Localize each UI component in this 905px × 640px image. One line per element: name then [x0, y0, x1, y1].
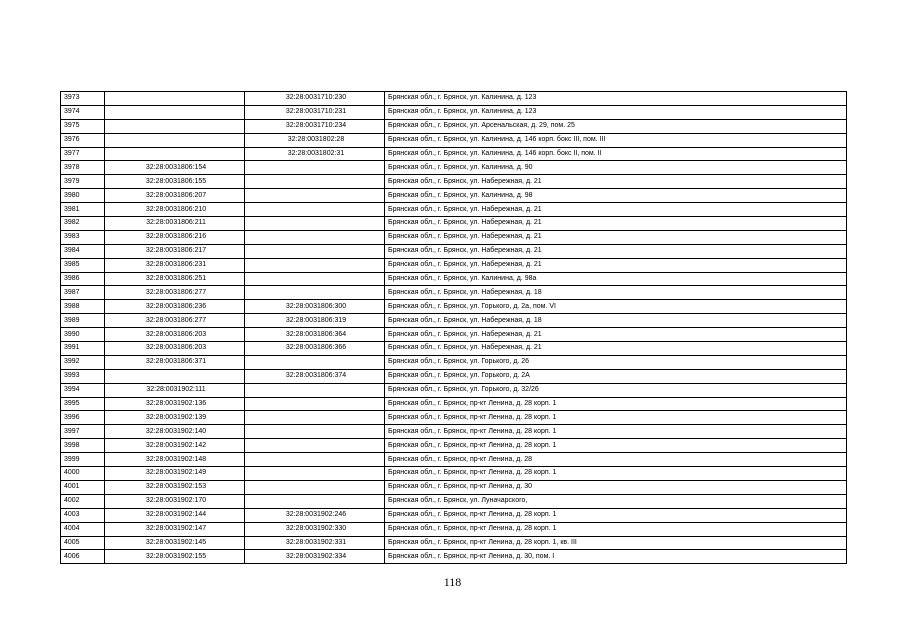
cadastral-number-cell — [245, 425, 385, 439]
address-cell: Брянская обл., г. Брянск, ул. Калинина, д. 123 — [385, 92, 847, 106]
row-number-cell: 3982 — [61, 217, 105, 231]
cadastral-number-cell — [245, 286, 385, 300]
cadastral-number-cell — [245, 480, 385, 494]
address-cell: Брянская обл., г. Брянск, ул. Калинина, д. 123 — [385, 105, 847, 119]
row-number-cell: 4004 — [61, 522, 105, 536]
cadastral-number-cell: 32:28:0031902:331 — [245, 536, 385, 550]
cadastral-number-cell: 32:28:0031806:155 — [105, 175, 245, 189]
cadastral-number-cell — [105, 119, 245, 133]
cadastral-number-cell — [245, 411, 385, 425]
address-cell: Брянская обл., г. Брянск, пр-кт Ленина, д. 30 — [385, 480, 847, 494]
cadastral-number-cell — [245, 203, 385, 217]
cadastral-number-cell: 32:28:0031902:140 — [105, 425, 245, 439]
address-cell: Брянская обл., г. Брянск, ул. Набережная, д. 21 — [385, 230, 847, 244]
cadastral-number-cell — [245, 355, 385, 369]
row-number-cell: 3987 — [61, 286, 105, 300]
address-cell: Брянская обл., г. Брянск, ул. Набережная, д. 21 — [385, 258, 847, 272]
table-row — [61, 397, 847, 411]
cadastral-number-cell — [245, 175, 385, 189]
address-cell: Брянская обл., г. Брянск, пр-кт Ленина, д. 28 корп. 1 — [385, 439, 847, 453]
cadastral-number-cell — [245, 230, 385, 244]
address-cell: Брянская обл., г. Брянск, ул. Калинина, д. 98 — [385, 189, 847, 203]
address-cell: Брянская обл., г. Брянск, ул. Набережная, д. 21 — [385, 328, 847, 342]
cadastral-number-cell: 32:28:0031806:319 — [245, 314, 385, 328]
row-number-cell: 3978 — [61, 161, 105, 175]
cadastral-number-cell — [105, 92, 245, 106]
cadastral-number-cell — [245, 161, 385, 175]
address-cell: Брянская обл., г. Брянск, ул. Горького, д. 26 — [385, 355, 847, 369]
row-number-cell: 3994 — [61, 383, 105, 397]
address-cell: Брянская обл., г. Брянск, пр-кт Ленина, д. 28 корп. 1 — [385, 397, 847, 411]
table-row — [61, 161, 847, 175]
cadastral-number-cell: 32:28:0031902:246 — [245, 508, 385, 522]
cadastral-number-cell: 32:28:0031902:330 — [245, 522, 385, 536]
row-number-cell: 3991 — [61, 342, 105, 356]
address-cell: Брянская обл., г. Брянск, ул. Калинина, д. 146 корп. бокс II, пом. II — [385, 147, 847, 161]
table-row — [61, 508, 847, 522]
cadastral-number-cell — [105, 369, 245, 383]
table-row — [61, 328, 847, 342]
register-table — [60, 91, 847, 564]
cadastral-number-cell: 32:28:0031806:216 — [105, 230, 245, 244]
address-cell: Брянская обл., г. Брянск, ул. Набережная, д. 18 — [385, 314, 847, 328]
row-number-cell: 3986 — [61, 272, 105, 286]
table-row — [61, 286, 847, 300]
row-number-cell: 4006 — [61, 550, 105, 564]
table-row — [61, 147, 847, 161]
row-number-cell: 3996 — [61, 411, 105, 425]
table-row — [61, 314, 847, 328]
cadastral-number-cell: 32:28:0031806:231 — [105, 258, 245, 272]
row-number-cell: 4005 — [61, 536, 105, 550]
cadastral-number-cell: 32:28:0031806:374 — [245, 369, 385, 383]
address-cell: Брянская обл., г. Брянск, пр-кт Ленина, д. 28 корп. 1 — [385, 411, 847, 425]
cadastral-number-cell — [245, 244, 385, 258]
address-cell: Брянская обл., г. Брянск, пр-кт Ленина, д. 28 корп. 1 — [385, 425, 847, 439]
table-row — [61, 425, 847, 439]
cadastral-number-cell: 32:28:0031802:28 — [245, 133, 385, 147]
row-number-cell: 3975 — [61, 119, 105, 133]
table-row — [61, 230, 847, 244]
cadastral-number-cell — [245, 467, 385, 481]
row-number-cell: 3995 — [61, 397, 105, 411]
table-row — [61, 522, 847, 536]
row-number-cell: 3992 — [61, 355, 105, 369]
table-row — [61, 105, 847, 119]
table-row — [61, 92, 847, 106]
cadastral-number-cell: 32:28:0031806:277 — [105, 314, 245, 328]
table-row — [61, 244, 847, 258]
address-cell: Брянская обл., г. Брянск, пр-кт Ленина, д. 28 — [385, 453, 847, 467]
cadastral-number-cell: 32:28:0031902:149 — [105, 467, 245, 481]
table-row — [61, 189, 847, 203]
cadastral-number-cell: 32:28:0031902:147 — [105, 522, 245, 536]
address-cell: Брянская обл., г. Брянск, ул. Калинина, д. 90 — [385, 161, 847, 175]
cadastral-number-cell: 32:28:0031806:277 — [105, 286, 245, 300]
table-row — [61, 480, 847, 494]
table-row — [61, 272, 847, 286]
cadastral-number-cell: 32:28:0031902:148 — [105, 453, 245, 467]
row-number-cell: 3988 — [61, 300, 105, 314]
cadastral-number-cell: 32:28:0031902:153 — [105, 480, 245, 494]
table-row — [61, 411, 847, 425]
table-row — [61, 258, 847, 272]
cadastral-number-cell — [245, 383, 385, 397]
cadastral-number-cell: 32:28:0031710:230 — [245, 92, 385, 106]
row-number-cell: 4000 — [61, 467, 105, 481]
cadastral-number-cell: 32:28:0031806:251 — [105, 272, 245, 286]
address-cell: Брянская обл., г. Брянск, пр-кт Ленина, д. 28 корп. 1, кв. III — [385, 536, 847, 550]
cadastral-number-cell — [105, 105, 245, 119]
cadastral-number-cell: 32:28:0031806:210 — [105, 203, 245, 217]
cadastral-number-cell: 32:28:0031902:155 — [105, 550, 245, 564]
cadastral-number-cell — [105, 147, 245, 161]
table-row — [61, 383, 847, 397]
cadastral-number-cell — [245, 189, 385, 203]
cadastral-number-cell: 32:28:0031902:111 — [105, 383, 245, 397]
address-cell: Брянская обл., г. Брянск, ул. Набережная, д. 21 — [385, 217, 847, 231]
table-row — [61, 467, 847, 481]
row-number-cell: 3997 — [61, 425, 105, 439]
cadastral-number-cell: 32:28:0031806:364 — [245, 328, 385, 342]
table-row — [61, 300, 847, 314]
cadastral-number-cell — [105, 133, 245, 147]
cadastral-number-cell: 32:28:0031902:334 — [245, 550, 385, 564]
cadastral-number-cell: 32:28:0031902:136 — [105, 397, 245, 411]
address-cell: Брянская обл., г. Брянск, ул. Набережная, д. 21 — [385, 244, 847, 258]
row-number-cell: 3989 — [61, 314, 105, 328]
address-cell: Брянская обл., г. Брянск, ул. Арсенальская, д. 29, пом. 25 — [385, 119, 847, 133]
cadastral-number-cell: 32:28:0031902:139 — [105, 411, 245, 425]
address-cell: Брянская обл., г. Брянск, пр-кт Ленина, д. 30, пом. I — [385, 550, 847, 564]
address-cell: Брянская обл., г. Брянск, ул. Набережная, д. 21 — [385, 175, 847, 189]
page-number: 118 — [443, 575, 462, 589]
row-number-cell: 3976 — [61, 133, 105, 147]
row-number-cell: 3981 — [61, 203, 105, 217]
row-number-cell: 3984 — [61, 244, 105, 258]
row-number-cell: 3974 — [61, 105, 105, 119]
cadastral-number-cell: 32:28:0031806:217 — [105, 244, 245, 258]
address-cell: Брянская обл., г. Брянск, ул. Калинина, д. 146 корп. бокс III, пом. III — [385, 133, 847, 147]
row-number-cell: 3993 — [61, 369, 105, 383]
cadastral-number-cell: 32:28:0031806:371 — [105, 355, 245, 369]
row-number-cell: 3980 — [61, 189, 105, 203]
address-cell: Брянская обл., г. Брянск, ул. Горького, д. 32/26 — [385, 383, 847, 397]
row-number-cell: 3998 — [61, 439, 105, 453]
table-row — [61, 175, 847, 189]
cadastral-number-cell: 32:28:0031806:207 — [105, 189, 245, 203]
address-cell: Брянская обл., г. Брянск, пр-кт Ленина, д. 28 корп. 1 — [385, 467, 847, 481]
row-number-cell: 3999 — [61, 453, 105, 467]
address-cell: Брянская обл., г. Брянск, ул. Горького, д. 2А — [385, 369, 847, 383]
table-row — [61, 217, 847, 231]
cadastral-number-cell: 32:28:0031902:142 — [105, 439, 245, 453]
table-row — [61, 133, 847, 147]
row-number-cell: 4003 — [61, 508, 105, 522]
row-number-cell: 3985 — [61, 258, 105, 272]
table-row — [61, 355, 847, 369]
cadastral-number-cell: 32:28:0031806:203 — [105, 342, 245, 356]
address-cell: Брянская обл., г. Брянск, ул. Набережная, д. 21 — [385, 342, 847, 356]
row-number-cell: 3977 — [61, 147, 105, 161]
cadastral-number-cell: 32:28:0031806:211 — [105, 217, 245, 231]
address-cell: Брянская обл., г. Брянск, ул. Луначарского, — [385, 494, 847, 508]
cadastral-number-cell: 32:28:0031710:234 — [245, 119, 385, 133]
cadastral-number-cell — [245, 217, 385, 231]
cadastral-number-cell: 32:28:0031902:144 — [105, 508, 245, 522]
address-cell: Брянская обл., г. Брянск, ул. Набережная, д. 18 — [385, 286, 847, 300]
table-row — [61, 203, 847, 217]
row-number-cell: 4002 — [61, 494, 105, 508]
row-number-cell: 3983 — [61, 230, 105, 244]
cadastral-number-cell — [245, 453, 385, 467]
cadastral-number-cell — [245, 439, 385, 453]
cadastral-number-cell — [245, 258, 385, 272]
cadastral-number-cell: 32:28:0031806:154 — [105, 161, 245, 175]
row-number-cell: 4001 — [61, 480, 105, 494]
cadastral-number-cell: 32:28:0031902:145 — [105, 536, 245, 550]
table-row — [61, 453, 847, 467]
cadastral-number-cell: 32:28:0031806:203 — [105, 328, 245, 342]
cadastral-number-cell — [245, 272, 385, 286]
table-row — [61, 536, 847, 550]
cadastral-number-cell: 32:28:0031902:170 — [105, 494, 245, 508]
cadastral-number-cell: 32:28:0031806:236 — [105, 300, 245, 314]
row-number-cell: 3990 — [61, 328, 105, 342]
cadastral-number-cell — [245, 397, 385, 411]
register-table-body — [61, 92, 847, 564]
table-row — [61, 369, 847, 383]
cadastral-number-cell: 32:28:0031710:231 — [245, 105, 385, 119]
address-cell: Брянская обл., г. Брянск, ул. Набережная, д. 21 — [385, 203, 847, 217]
cadastral-number-cell: 32:28:0031802:31 — [245, 147, 385, 161]
cadastral-number-cell: 32:28:0031806:366 — [245, 342, 385, 356]
table-row — [61, 439, 847, 453]
table-row — [61, 550, 847, 564]
cadastral-number-cell — [245, 494, 385, 508]
address-cell: Брянская обл., г. Брянск, ул. Горького, д. 2а, пом. VI — [385, 300, 847, 314]
row-number-cell: 3973 — [61, 92, 105, 106]
table-row — [61, 119, 847, 133]
address-cell: Брянская обл., г. Брянск, пр-кт Ленина, д. 28 корп. 1 — [385, 522, 847, 536]
address-cell: Брянская обл., г. Брянск, ул. Калинина, д. 98а — [385, 272, 847, 286]
table-row — [61, 342, 847, 356]
table-row — [61, 494, 847, 508]
address-cell: Брянская обл., г. Брянск, пр-кт Ленина, д. 28 корп. 1 — [385, 508, 847, 522]
row-number-cell: 3979 — [61, 175, 105, 189]
cadastral-number-cell: 32:28:0031806:300 — [245, 300, 385, 314]
